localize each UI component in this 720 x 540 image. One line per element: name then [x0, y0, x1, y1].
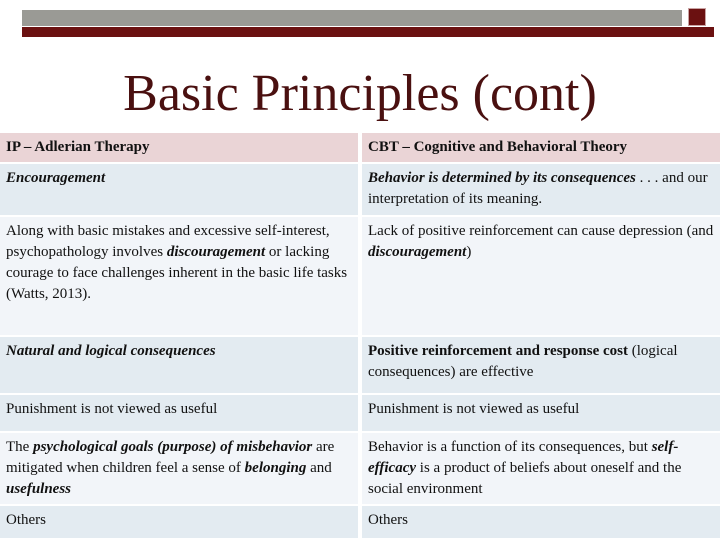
corner-square-icon	[688, 8, 706, 26]
header-decor-red-bar	[22, 27, 714, 37]
cell-text: discouragement	[368, 244, 467, 260]
cell-text: )	[466, 244, 472, 260]
cell-text: self-efficacy	[368, 439, 679, 476]
table-row	[0, 336, 720, 394]
cell-text: usefulness	[6, 481, 72, 497]
table-row	[0, 432, 720, 505]
table-row	[0, 163, 720, 216]
cell-text: . . . and our interpretation of its meaning.	[368, 170, 708, 207]
table-cell	[0, 432, 360, 505]
table-cell	[360, 505, 720, 539]
table-cell	[0, 505, 360, 539]
cell-text: belonging	[244, 460, 307, 476]
cell-text: or lacking courage to face challenges inherent in the basic life tasks (Watts, 2013).	[6, 244, 348, 302]
header-cbt: CBT – Cognitive and Behavioral Theory	[360, 133, 720, 163]
cell-text: Positive reinforcement and response cost	[368, 343, 628, 359]
cell-text: is a product of beliefs about oneself and the social environment	[368, 460, 682, 497]
page-title: Basic Principles (cont)	[123, 65, 597, 122]
cell-text: Others	[368, 512, 408, 528]
comparison-table	[0, 133, 720, 540]
cell-text: discouragement	[166, 244, 266, 260]
table-cell	[360, 216, 720, 336]
cell-text: are mitigated when children feel a sense of	[6, 439, 335, 476]
cell-text: Punishment is not viewed as useful	[368, 401, 580, 417]
cell-text: Behavior is determined by its consequences	[368, 170, 636, 186]
cell-text: Natural and logical consequences	[6, 343, 216, 359]
table-row	[0, 505, 720, 539]
cell-text: Punishment is not viewed as useful	[6, 401, 218, 417]
cell-text: The	[6, 439, 34, 455]
header-ip-adlerian: IP – Adlerian Therapy	[0, 133, 360, 163]
table-cell	[0, 216, 360, 336]
table-row	[0, 216, 720, 336]
table-cell	[360, 394, 720, 432]
cell-text: Others	[6, 512, 46, 528]
cell-text: and	[306, 460, 332, 476]
table-cell	[360, 163, 720, 216]
table-cell	[0, 163, 360, 216]
cell-text: (logical consequences) are effective	[368, 343, 678, 380]
table-cell	[0, 336, 360, 394]
table-cell	[0, 394, 360, 432]
cell-text: Lack of positive reinforcement can cause depression (and	[368, 223, 714, 239]
table-cell	[360, 432, 720, 505]
table-row	[0, 394, 720, 432]
cell-text: psychological goals (purpose) of misbehavior	[33, 439, 313, 455]
cell-text: Encouragement	[6, 170, 106, 186]
table-header-row	[0, 133, 720, 163]
header-decor-grey-bar	[22, 10, 682, 26]
table-cell	[360, 336, 720, 394]
cell-text: Along with basic mistakes and excessive self-interest, psychopathology involves	[6, 223, 330, 260]
cell-text: Behavior is a function of its consequences, but	[368, 439, 652, 455]
